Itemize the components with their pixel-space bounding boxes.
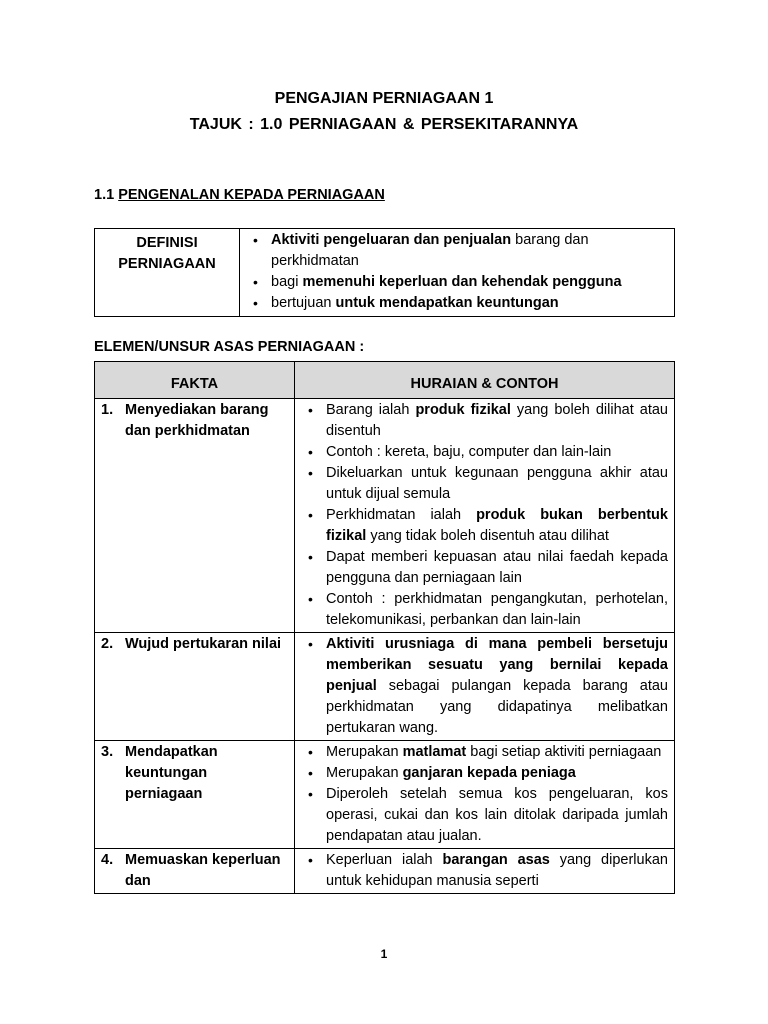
fakta-cell xyxy=(95,741,295,849)
fakta-text: Mendapatkan keuntungan perniagaan xyxy=(125,744,218,802)
fakta-number: 1. xyxy=(101,402,114,418)
huraian-cell xyxy=(295,399,675,633)
page-title: PENGAJIAN PERNIAGAAN 1 xyxy=(274,90,494,107)
bullet-text-pre: Perkhidmatan ialah xyxy=(326,507,477,523)
elements-heading: ELEMEN/UNSUR ASAS PERNIAGAAN : xyxy=(94,339,365,355)
definition-label xyxy=(95,229,240,317)
table-row xyxy=(95,741,675,849)
elements-body xyxy=(95,399,675,894)
bullet-text-pre: Contoh : perkhidmatan pengangkutan, perhotelan, telekomunikasi, perbankan dan lain-lain xyxy=(326,591,668,628)
huraian-list xyxy=(299,634,668,739)
bullet-item xyxy=(299,634,668,739)
fakta-cell xyxy=(95,849,295,894)
huraian-cell xyxy=(295,741,675,849)
bullet-item xyxy=(299,505,668,547)
bullet-item xyxy=(299,784,668,847)
column-header-huraian: HURAIAN & CONTOH xyxy=(295,362,675,399)
page-subtitle: TAJUK : 1.0 PERNIAGAAN & PERSEKITARANNYA xyxy=(189,116,579,133)
column-header-fakta: FAKTA xyxy=(95,362,295,399)
definition-label-line1: DEFINISI xyxy=(136,235,198,251)
bullet-item xyxy=(299,400,668,442)
bullet-text-pre: Contoh : kereta, baju, computer dan lain-lain xyxy=(326,444,612,460)
bullet-text-bold: untuk mendapatkan keuntungan xyxy=(335,295,559,311)
bullet-text-rest: sebagai pulangan kepada barang atau perkhidmatan yang didapatinya melibatkan pertukaran wang. xyxy=(326,678,668,736)
bullet-text-pre: Dapat memberi kepuasan atau nilai faedah kepada pengguna dan perniagaan lain xyxy=(326,549,668,586)
bullet-item xyxy=(299,850,668,892)
table-row xyxy=(95,399,675,633)
bullet-text-rest: yang tidak boleh disentuh atau dilihat xyxy=(366,528,609,544)
bullet-text-bold: produk fizikal xyxy=(415,402,511,418)
fakta-number: 3. xyxy=(101,744,114,760)
section-title: PENGENALAN KEPADA PERNIAGAAN xyxy=(118,187,385,203)
bullet-item xyxy=(299,442,668,463)
bullet-text-bold: barangan asas xyxy=(442,852,550,868)
bullet-text-bold: Aktiviti urusniaga di mana pembeli bersetuju memberikan sesuatu yang bernilai kepada penjual xyxy=(326,636,668,694)
bullet-text-pre: bagi xyxy=(271,274,303,290)
bullet-text-bold: Aktiviti pengeluaran dan penjualan xyxy=(271,232,512,248)
bullet-item xyxy=(299,589,668,631)
fakta-text: Wujud pertukaran nilai xyxy=(125,636,282,652)
bullet-item xyxy=(299,763,668,784)
bullet-text-pre: Keperluan ialah xyxy=(326,852,443,868)
table-row xyxy=(95,849,675,894)
huraian-cell xyxy=(295,849,675,894)
huraian-list xyxy=(299,742,668,847)
bullet-item xyxy=(244,272,670,293)
huraian-list xyxy=(299,850,668,892)
bullet-text-pre: Dikeluarkan untuk kegunaan pengguna akhir atau untuk dijual semula xyxy=(326,465,668,502)
definition-label-line2: PERNIAGAAN xyxy=(118,256,216,272)
bullet-text-bold: matlamat xyxy=(402,744,467,760)
bullet-text-bold: produk bukan berbentuk fizikal xyxy=(326,507,668,544)
section-number: 1.1 xyxy=(94,187,115,203)
bullet-text-pre: Diperoleh setelah semua kos pengeluaran, kos operasi, cukai dan kos lain ditolak daripada jumlah pendapatan atau jualan. xyxy=(326,786,668,844)
definition-table xyxy=(94,228,675,317)
fakta-number: 2. xyxy=(101,636,114,652)
bullet-text-pre: bertujuan xyxy=(271,295,336,311)
fakta-cell xyxy=(95,633,295,741)
definition-content xyxy=(240,229,675,317)
fakta-text: Menyediakan barang dan perkhidmatan xyxy=(125,402,269,439)
elements-header-row xyxy=(95,362,675,399)
bullet-text-bold: ganjaran kepada peniaga xyxy=(402,765,576,781)
bullet-text-pre: Merupakan xyxy=(326,744,403,760)
section-heading xyxy=(94,187,385,203)
fakta-text: Memuaskan keperluan dan xyxy=(125,852,281,889)
bullet-item xyxy=(244,293,670,314)
definition-row xyxy=(95,229,675,317)
bullet-text-pre: Merupakan xyxy=(326,765,403,781)
table-row xyxy=(95,633,675,741)
bullet-item xyxy=(299,463,668,505)
page-number: 1 xyxy=(380,947,388,961)
elements-table xyxy=(94,361,675,894)
bullet-item xyxy=(299,547,668,589)
definition-list xyxy=(244,230,670,314)
bullet-text-rest: bagi setiap aktiviti perniagaan xyxy=(466,744,662,760)
bullet-text-pre: Barang ialah xyxy=(326,402,416,418)
bullet-text-bold: memenuhi keperluan dan kehendak pengguna xyxy=(302,274,622,290)
huraian-cell xyxy=(295,633,675,741)
fakta-cell xyxy=(95,399,295,633)
fakta-number: 4. xyxy=(101,852,114,868)
bullet-text-rest: yang diperlukan untuk kehidupan manusia seperti xyxy=(326,852,668,889)
bullet-item xyxy=(244,230,670,272)
bullet-text-rest: barang dan perkhidmatan xyxy=(271,232,589,269)
huraian-list xyxy=(299,400,668,631)
bullet-text-rest: yang boleh dilihat atau disentuh xyxy=(326,402,668,439)
bullet-item xyxy=(299,742,668,763)
